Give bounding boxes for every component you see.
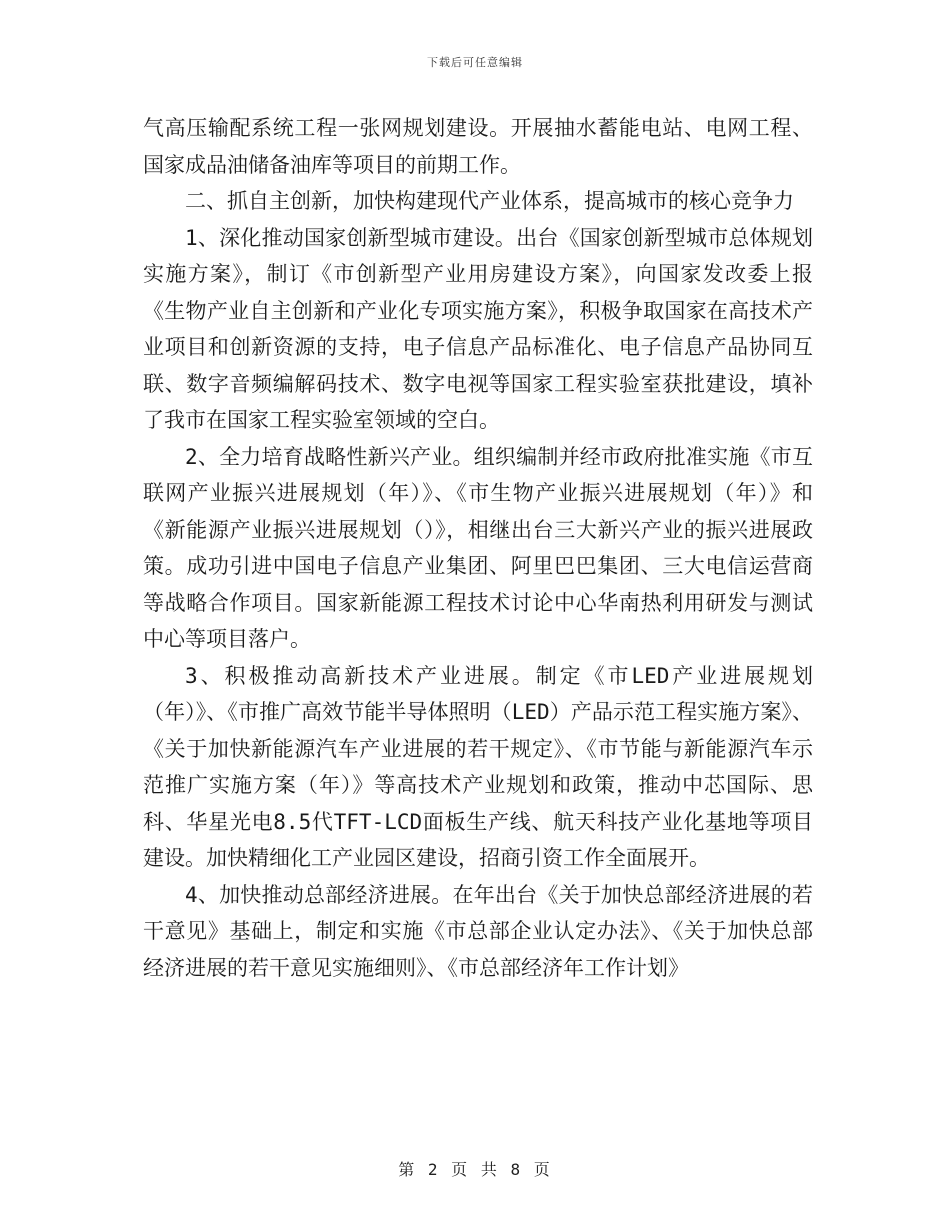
page-header: 下载后可任意编辑 bbox=[427, 56, 523, 69]
paragraph-item-3: 3、积极推动高新技术产业进展。制定《市LED产业进展规划（年）》、《市推广高效节能半导体照明（LED）产品示范工程实施方案》、《关于加快新能源汽车产业进展的若干规定》、《市节能与新能源汽车示范推广实施方案（年）》等高技术产业规划和政策，推动中芯国际、思科、华星光电8.5代TFT-LCD面板生产线、航天科技产业化基地等项目建设。加快精细化工产业园区建设，招商引资工作全面展开。 bbox=[143, 663, 813, 870]
page-number: 第 2 页 共 8 页 bbox=[398, 1160, 552, 1179]
paragraph-item-2: 2、全力培育战略性新兴产业。组织编制并经市政府批准实施《市互联网产业振兴进展规划（年）》、《市生物产业振兴进展规划（年）》和《新能源产业振兴进展规划（）》，相继出台三大新兴产业的振兴进展政策。成功引进中国电子信息产业集团、阿里巴巴集团、三大电信运营商等战略合作项目。国家新能源工程技术讨论中心华南热利用研发与测试中心等项目落户。 bbox=[143, 444, 813, 651]
document-body bbox=[143, 110, 813, 986]
paragraph-item-4: 4、加快推动总部经济进展。在年出台《关于加快总部经济进展的若干意见》基础上，制定和实施《市总部企业认定办法》、《关于加快总部经济进展的若干意见实施细则》、《市总部经济年工作计划》 bbox=[143, 882, 813, 980]
paragraph-continuation: 气高压输配系统工程一张网规划建设。开展抽水蓄能电站、电网工程、国家成品油储备油库等项目的前期工作。 bbox=[143, 116, 813, 177]
section-heading: 二、抓自主创新，加快构建现代产业体系，提高城市的核心竞争力 bbox=[185, 189, 794, 213]
paragraph-item-1: 1、深化推动国家创新型城市建设。出台《国家创新型城市总体规划实施方案》，制订《市创新型产业用房建设方案》，向国家发改委上报《生物产业自主创新和产业化专项实施方案》，积极争取国家在高技术产业项目和创新资源的支持，电子信息产品标准化、电子信息产品协同互联、数字音频编解码技术、数字电视等国家工程实验室获批建设，填补了我市在国家工程实验室领域的空白。 bbox=[143, 225, 813, 432]
